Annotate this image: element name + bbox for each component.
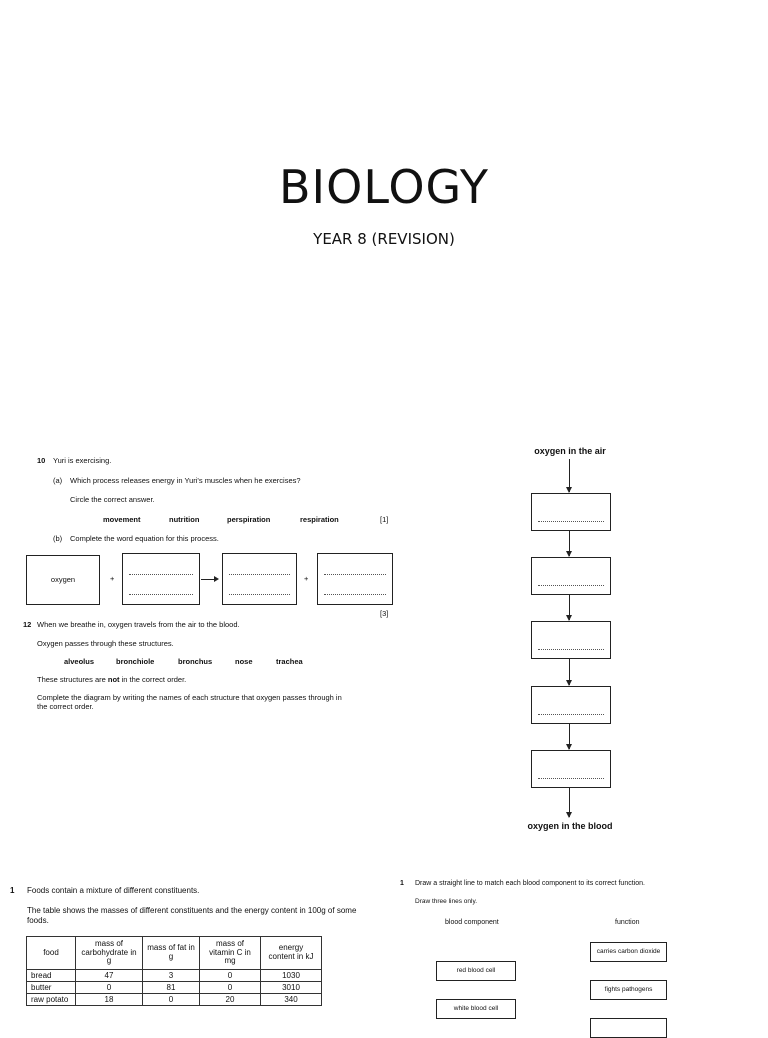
flow-arrow-3 [569,594,570,620]
col-function: function [615,919,640,926]
q10-intro: Yuri is exercising. [53,456,112,465]
equation-oxygen-label: oxygen [50,575,76,584]
equation-box-reactant-2[interactable] [122,553,200,605]
q1-food-desc: The table shows the masses of different constituents and the energy content in 100g of some foods. [27,906,357,925]
cell-vitamin-c: 0 [200,970,261,982]
table-header-row [27,937,322,970]
flow-box-5[interactable] [531,750,611,788]
q12-note-pre: These structures are [37,675,108,684]
flow-top-label: oxygen in the air [534,446,606,456]
equation-box-product-1[interactable] [222,553,297,605]
header-fat: mass of fat in g [143,937,200,970]
food-table [26,936,322,1006]
flow-box-3[interactable] [531,621,611,659]
q1-food-intro: Foods contain a mixture of different constituents. [27,886,200,895]
equation-box-oxygen [26,555,100,605]
cell-carbohydrate: 47 [76,970,143,982]
q10a-marks: [1] [380,515,389,524]
equation-arrow-head [214,576,219,582]
structure-nose: nose [235,657,253,666]
option-respiration[interactable]: respiration [300,515,339,524]
cell-vitamin-c: 0 [200,982,261,994]
q12-note-post: in the correct order. [119,675,187,684]
flow-arrow-1 [569,459,570,492]
q12-intro: When we breathe in, oxygen travels from the air to the blood. [37,620,240,629]
cell-carbohydrate: 18 [76,994,143,1006]
flow-arrow-6 [569,787,570,817]
header-food: food [27,937,76,970]
q10a-instruction: Circle the correct answer. [70,495,155,504]
cell-vitamin-c: 20 [200,994,261,1006]
q10b-label: (b) [53,534,63,543]
structure-trachea: trachea [276,657,303,666]
flow-box-1[interactable] [531,493,611,531]
plus-sign-2: + [304,574,309,583]
cell-fat: 0 [143,994,200,1006]
col-blood-component: blood component [445,919,499,926]
flow-bottom-label: oxygen in the blood [527,821,613,831]
table-row [27,970,322,982]
q10a-text: Which process releases energy in Yuri's muscles when he exercises? [70,476,301,485]
table-row [27,982,322,994]
component-red-blood-cell[interactable]: red blood cell [436,961,516,981]
flow-arrow-5 [569,723,570,749]
header-carbohydrate: mass of carbohydrate in g [76,937,143,970]
cell-food: butter [27,982,76,994]
q12-note [37,675,186,684]
cell-energy: 1030 [261,970,322,982]
option-perspiration[interactable]: perspiration [227,515,271,524]
option-movement[interactable]: movement [103,515,141,524]
cell-fat: 81 [143,982,200,994]
q1-blood-intro: Draw a straight line to match each blood component to its correct function. [415,880,645,887]
q12-note-bold: not [107,675,120,684]
q10a-label: (a) [53,476,63,485]
cell-food: raw potato [27,994,76,1006]
q1-blood-line2: Draw three lines only. [415,898,478,905]
function-fights-pathogens[interactable]: fights pathogens [590,980,667,1000]
q1-food-number: 1 [10,886,15,895]
structure-bronchiole: bronchiole [116,657,155,666]
cell-carbohydrate: 0 [76,982,143,994]
function-box-partial[interactable] [590,1018,667,1038]
page-title: BIOLOGY [279,160,489,214]
q10b-marks: [3] [380,609,389,618]
option-nutrition[interactable]: nutrition [169,515,200,524]
cell-energy: 3010 [261,982,322,994]
flow-box-4[interactable] [531,686,611,724]
flow-box-2[interactable] [531,557,611,595]
header-vitamin-c: mass of vitamin C in mg [200,937,261,970]
cell-fat: 3 [143,970,200,982]
q10-number: 10 [37,456,46,465]
component-white-blood-cell[interactable]: white blood cell [436,999,516,1019]
cell-food: bread [27,970,76,982]
equation-box-product-2[interactable] [317,553,393,605]
cell-energy: 340 [261,994,322,1006]
structure-alveolus: alveolus [64,657,95,666]
page-subtitle: YEAR 8 (REVISION) [313,230,455,248]
q1-blood-number: 1 [400,880,404,887]
q12-number: 12 [23,620,32,629]
structure-bronchus: bronchus [178,657,213,666]
function-carries-carbon-dioxide[interactable]: carries carbon dioxide [590,942,667,962]
q12-instruction: Complete the diagram by writing the names of each structure that oxygen passes through in the correct order. [37,693,342,711]
q12-line2: Oxygen passes through these structures. [37,639,174,648]
plus-sign-1: + [110,574,115,583]
q10b-text: Complete the word equation for this process. [70,534,219,543]
header-energy: energy content in kJ [261,937,322,970]
flow-arrow-4 [569,658,570,685]
table-row [27,994,322,1006]
flow-arrow-2 [569,530,570,556]
